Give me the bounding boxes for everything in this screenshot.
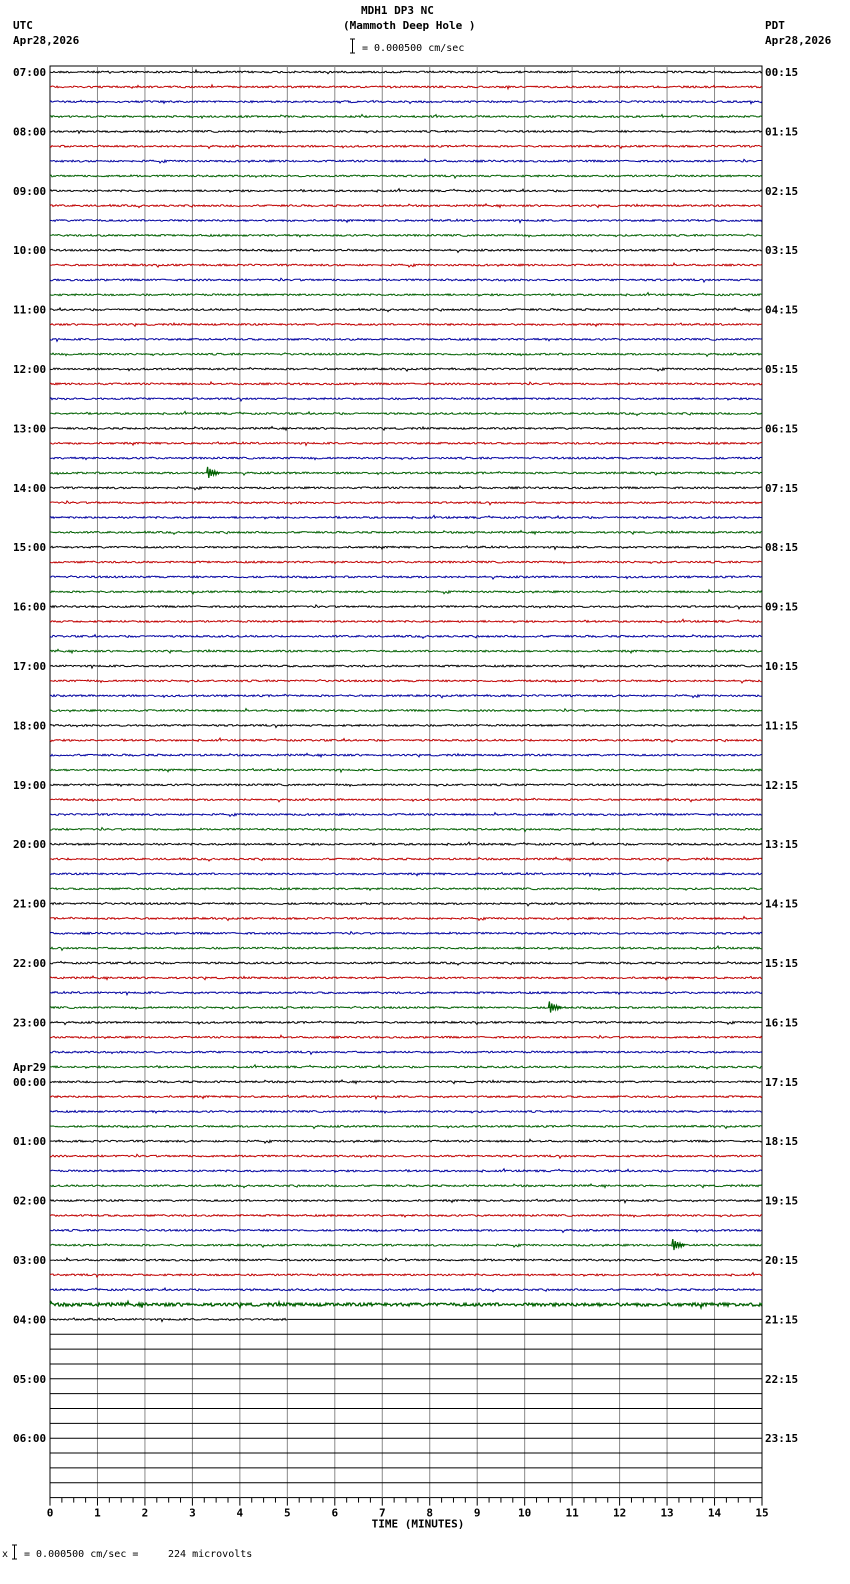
utc-hour-label: 16:00	[13, 600, 47, 614]
x-tick-label: 7	[378, 1506, 386, 1520]
footer-microvolts: 224 microvolts	[168, 1549, 253, 1560]
left-timezone: UTC	[13, 19, 33, 32]
utc-hour-label: 09:00	[13, 184, 47, 198]
trace-row	[50, 902, 762, 905]
trace-row	[50, 1006, 762, 1009]
trace-row	[50, 1318, 287, 1322]
trace-row	[50, 531, 762, 535]
trace-row	[50, 1110, 762, 1113]
trace-row	[50, 1139, 762, 1143]
x-tick-label: 13	[660, 1506, 674, 1520]
trace-row	[50, 1169, 762, 1172]
trace-row	[50, 635, 762, 639]
utc-hour-label: 15:00	[13, 541, 47, 555]
x-tick-label: 3	[189, 1506, 196, 1520]
utc-hour-label: 13:00	[13, 422, 47, 436]
x-axis-title: TIME (MINUTES)	[371, 1517, 465, 1531]
pdt-hour-label: 10:15	[765, 660, 799, 673]
utc-hour-label: 05:00	[13, 1372, 47, 1386]
trace-row	[50, 561, 762, 564]
trace-row	[50, 1021, 762, 1025]
trace-row	[50, 100, 762, 103]
footer-scale-bar-icon	[11, 1544, 18, 1560]
trace-row	[50, 1229, 762, 1232]
utc-hour-label: 17:00	[13, 660, 47, 673]
trace-row	[50, 1244, 762, 1247]
trace-row	[50, 1051, 762, 1054]
pdt-hour-label: 02:15	[765, 184, 799, 198]
trace-row	[50, 442, 762, 446]
trace-row	[50, 725, 762, 728]
trace-row	[50, 1065, 762, 1069]
scale-label: = 0.000500 cm/sec	[362, 43, 465, 54]
utc-hour-label: 02:00	[13, 1194, 47, 1208]
x-tick-label: 14	[707, 1506, 722, 1520]
trace-row	[50, 1288, 762, 1292]
pdt-hour-label: 18:15	[765, 1135, 799, 1149]
seismic-event	[207, 467, 220, 478]
trace-row	[50, 680, 762, 683]
x-tick-label: 1	[94, 1506, 101, 1520]
trace-row	[50, 753, 762, 757]
trace-row	[50, 605, 762, 609]
trace-row	[50, 486, 762, 490]
trace-row	[50, 353, 762, 356]
utc-hour-label: 01:00	[13, 1135, 47, 1149]
footer-scale-label: = 0.000500 cm/sec =	[24, 1549, 139, 1560]
trace-row	[50, 842, 762, 845]
trace-row	[50, 457, 762, 460]
utc-hour-label: 07:00	[13, 66, 47, 79]
trace-row	[50, 694, 762, 698]
pdt-hour-label: 12:15	[765, 778, 799, 792]
x-tick-label: 6	[331, 1506, 339, 1520]
pdt-hour-label: 07:15	[765, 481, 799, 495]
utc-hour-label: 00:00	[13, 1075, 47, 1089]
pdt-hour-label: 21:15	[765, 1313, 799, 1327]
trace-row	[50, 398, 762, 401]
seismic-event	[672, 1239, 685, 1250]
trace-row	[50, 1095, 762, 1099]
trace-row	[50, 1154, 762, 1158]
pdt-hour-label: 11:15	[765, 719, 799, 733]
x-tick-label: 15	[755, 1506, 769, 1520]
trace-row	[50, 976, 762, 980]
trace-row	[50, 189, 762, 192]
footer-scale-prefix: x	[2, 1549, 9, 1560]
utc-hour-label: 03:00	[13, 1254, 47, 1267]
date-change-label: Apr29	[13, 1060, 47, 1074]
pdt-hour-label: 17:15	[765, 1075, 799, 1089]
station-title: MDH1 DP3 NC	[361, 4, 434, 17]
x-tick-label: 4	[236, 1506, 244, 1520]
trace-row	[50, 961, 762, 965]
utc-hour-label: 04:00	[13, 1313, 47, 1327]
x-tick-label: 9	[473, 1506, 481, 1520]
location-title: (Mammoth Deep Hole )	[343, 19, 476, 32]
utc-hour-label: 19:00	[13, 778, 47, 792]
trace-row	[50, 411, 762, 415]
trace-row	[50, 382, 762, 385]
trace-row	[50, 769, 762, 773]
trace-row	[50, 917, 762, 921]
seismic-event	[548, 1002, 561, 1013]
trace-row	[50, 1125, 762, 1129]
trace-row	[50, 709, 762, 712]
pdt-hour-label: 15:15	[765, 957, 799, 970]
pdt-hour-label: 19:15	[765, 1194, 799, 1208]
x-tick-label: 11	[565, 1506, 579, 1520]
pdt-hour-label: 22:15	[765, 1372, 799, 1386]
trace-row	[50, 992, 762, 995]
trace-row	[50, 263, 762, 267]
utc-hour-label: 20:00	[13, 838, 47, 852]
trace-row	[50, 784, 762, 787]
x-tick-label: 8	[426, 1506, 434, 1520]
trace-row	[50, 946, 762, 950]
trace-row	[50, 85, 762, 89]
trace-row	[50, 798, 762, 802]
utc-hour-label: 23:00	[13, 1016, 47, 1030]
trace-row	[50, 590, 762, 594]
trace-row	[50, 308, 762, 312]
trace-row	[50, 1199, 762, 1203]
trace-row	[50, 130, 762, 133]
trace-row	[50, 1301, 762, 1307]
trace-row	[50, 249, 762, 253]
trace-row	[50, 338, 762, 341]
trace-row	[50, 234, 762, 237]
utc-hour-label: 10:00	[13, 244, 47, 258]
trace-row	[50, 427, 762, 431]
pdt-hour-label: 16:15	[765, 1016, 799, 1030]
trace-row	[50, 1080, 762, 1084]
trace-row	[50, 115, 762, 119]
pdt-hour-label: 06:15	[765, 422, 799, 436]
trace-row	[50, 619, 762, 622]
trace-row	[50, 472, 762, 476]
trace-row	[50, 159, 762, 163]
trace-row	[50, 204, 762, 208]
trace-row	[50, 1214, 762, 1217]
utc-hour-label: 22:00	[13, 957, 47, 970]
pdt-hour-label: 00:15	[765, 66, 799, 79]
trace-row	[50, 515, 762, 518]
trace-row	[50, 857, 762, 861]
trace-row	[50, 70, 762, 74]
trace-row	[50, 1258, 762, 1261]
pdt-hour-label: 05:15	[765, 363, 799, 376]
x-tick-label: 0	[46, 1506, 54, 1520]
pdt-hour-label: 01:15	[765, 125, 799, 139]
pdt-hour-label: 03:15	[765, 244, 799, 258]
left-date: Apr28,2026	[13, 34, 80, 47]
trace-row	[50, 546, 762, 550]
trace-row	[50, 932, 762, 935]
pdt-hour-label: 13:15	[765, 838, 799, 852]
utc-hour-label: 14:00	[13, 481, 47, 495]
utc-hour-label: 08:00	[13, 125, 47, 139]
trace-row	[50, 1184, 762, 1188]
trace-row	[50, 175, 762, 178]
trace-row	[50, 576, 762, 580]
utc-hour-label: 12:00	[13, 363, 47, 376]
trace-row	[50, 738, 762, 742]
pdt-hour-label: 04:15	[765, 303, 799, 317]
pdt-hour-label: 23:15	[765, 1432, 799, 1446]
trace-row	[50, 368, 762, 372]
x-tick-label: 10	[518, 1506, 532, 1520]
trace-row	[50, 1035, 762, 1038]
x-tick-label: 5	[284, 1506, 291, 1520]
x-tick-label: 2	[141, 1506, 149, 1520]
utc-hour-label: 06:00	[13, 1432, 47, 1446]
right-timezone: PDT	[765, 19, 785, 32]
pdt-hour-label: 08:15	[765, 541, 799, 555]
trace-row	[50, 888, 762, 891]
right-date: Apr28,2026	[765, 34, 832, 47]
trace-row	[50, 665, 762, 668]
pdt-hour-label: 09:15	[765, 600, 799, 614]
pdt-hour-label: 20:15	[765, 1254, 799, 1267]
trace-row	[50, 1273, 762, 1277]
trace-row	[50, 278, 762, 282]
x-tick-label: 12	[612, 1506, 627, 1520]
utc-hour-label: 11:00	[13, 303, 47, 317]
trace-row	[50, 293, 762, 296]
trace-row	[50, 323, 762, 326]
trace-row	[50, 813, 762, 817]
pdt-hour-label: 14:15	[765, 897, 799, 911]
utc-hour-label: 18:00	[13, 719, 47, 733]
trace-row	[50, 501, 762, 505]
trace-row	[50, 873, 762, 877]
utc-hour-label: 21:00	[13, 897, 47, 911]
trace-row	[50, 145, 762, 149]
trace-row	[50, 649, 762, 653]
trace-row	[50, 219, 762, 223]
trace-row	[50, 828, 762, 832]
